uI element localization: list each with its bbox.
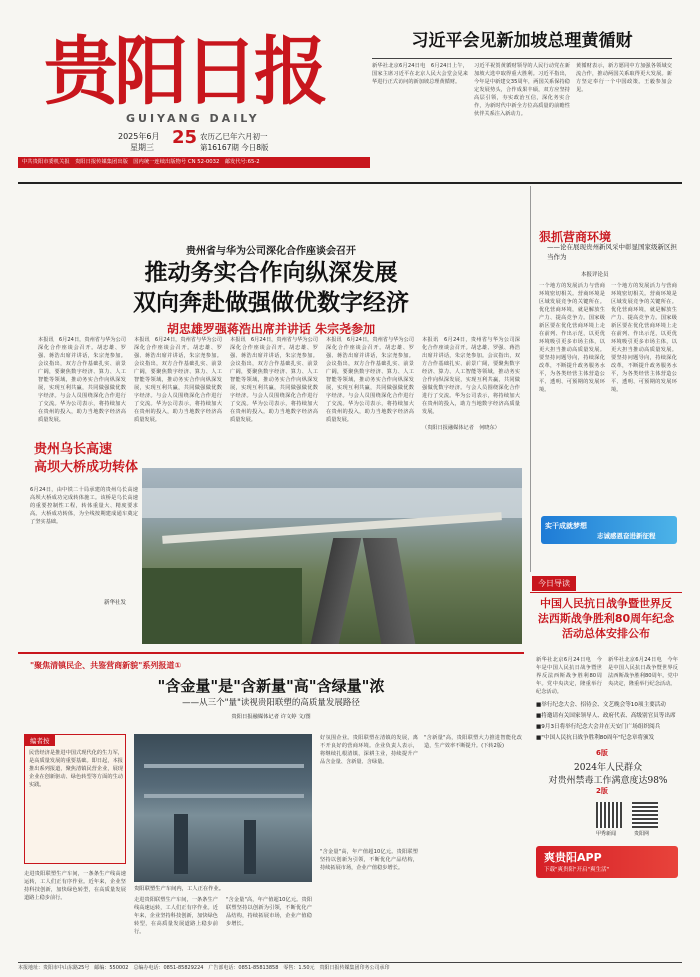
series-story: [18, 652, 524, 962]
today-body-col2: 新华社北京6月24日电 今年是中国人民抗日战争暨世界反法西斯战争胜利80周年。党中央决定，隆重举行纪念活动。: [608, 657, 678, 687]
weekday: 星期三: [130, 143, 154, 152]
series-body-col4: "含新量"高，贵阳联塑大力推进智能化改造，生产效率不断提升。(下转2版): [424, 735, 522, 749]
slogan-line-2: 志诚感恩奋进新征程: [597, 532, 656, 540]
lead-body-col4: 本报讯 6月24日，贵州省与华为公司深化合作座谈会召开。胡忠雄、罗强、蒋浩出席并讲话，朱宗尧参加。会议指出，双方合作基础扎实、前景广阔，要聚焦数字经济、算力、人工智能等领域，推动务实合作向纵深发展，实现互利共赢，共同做强做优数字经济。与会人员围绕深化合作进行了交流。华为公司表示，将持续加大在贵州的投入，助力当地数字经济高质量发展。: [326, 337, 414, 423]
page-ref-2[interactable]: 2版: [596, 787, 608, 795]
issue-number: 第16167期 今日8版: [200, 143, 269, 152]
photo-story: [18, 430, 524, 650]
photo-story-body: 6月24日，由中铁二十局承建的贵州乌长高速高坝大桥成功完成转体施工。该桥是乌长高速的重要控制性工程，转体重量大、精度要求高。大桥成功转体，为全线按期建成通车奠定了坚实基础。: [30, 487, 138, 525]
lead-credit: （贵阳日报融媒体记者 何晓东）: [422, 425, 500, 431]
series-body-col1: 走进贵阳联塑生产车间，一条条生产线高速运转，工人们正有序作业。近年来，企业坚持科技创新，加快绿色转型，在高质量发展道路上稳步前行。: [24, 871, 126, 901]
series-body-col2b: "含金量"高，年产值超10亿元。贵阳联塑坚持以创新为引领，不断优化产品结构，持续拓展市场，企业产值稳步增长。: [226, 897, 312, 927]
commentary-byline: 本报评论员: [581, 272, 609, 278]
today-list: [536, 700, 680, 744]
editor-note-body: 民营经济是推进中国式现代化的生力军，是高质量发展的重要基础。即日起，本报推出系列报道，聚焦清镇民营企业，展现企业在创新驱动、绿色转型等方面的生动实践。: [29, 750, 123, 788]
lead-body-col1: 本报讯 6月24日，贵州省与华为公司深化合作座谈会召开。胡忠雄、罗强、蒋浩出席并讲话，朱宗尧参加。会议指出，双方合作基础扎实、前景广阔，要聚焦数字经济、算力、人工智能等领域，推动务实合作向纵深发展，实现互利共赢，共同做强做优数字经济。与会人员围绕深化合作进行了交流。华为公司表示，将持续加大在贵州的投入，助力当地数字经济高质量发展。: [38, 337, 126, 423]
series-body-col3b: "含金量"高，年产值超10亿元。贵阳联塑坚持以创新为引领，不断优化产品结构，持续拓展市场，企业产值稳步增长。: [320, 849, 418, 871]
top-story-col1: 新华社北京6月24日电 6月24日上午，国家主席习近平在北京人民大会堂会见来华进行正式访问的新加坡总理黄循财。: [372, 63, 468, 85]
qr-code-2[interactable]: [632, 802, 658, 828]
photo-story-title-1[interactable]: 贵州乌长高速: [34, 442, 113, 457]
editor-note-tag: 编者按: [25, 735, 55, 746]
today-list-item[interactable]: ■将邀请有关国家领导人、政府代表、高级别官员等出席: [536, 713, 676, 719]
lead-body-col3: 本报讯 6月24日，贵州省与华为公司深化合作座谈会召开。胡忠雄、罗强、蒋浩出席并讲话，朱宗尧参加。会议指出，双方合作基础扎实、前景广阔，要聚焦数字经济、算力、人工智能等领域，推动务实合作向纵深发展，实现互利共赢，共同做强做优数字经济。与会人员围绕深化合作进行了交流。华为公司表示，将持续加大在贵州的投入，助力当地数字经济高质量发展。: [230, 337, 318, 423]
commentary-column: [530, 186, 682, 572]
date-ym: 2025年6月: [118, 132, 160, 141]
today-list-item[interactable]: ■9月3日将举行纪念大会并在天安门广场组织阅兵: [536, 724, 661, 730]
factory-photo-caption: 贵阳联塑生产车间内，工人正在作业。: [134, 886, 225, 892]
series-body-col3: 好氛围企业。贵阳联塑在清镇的发展，离不开良好的营商环境。企业负责人表示，将继续扎根清镇，深耕主业，持续提升产品含金量、含新量、含绿量。: [320, 735, 418, 765]
today-headline-2-line1[interactable]: 2024年人民群众: [574, 763, 642, 773]
factory-photo[interactable]: [134, 734, 312, 882]
editor-note-box: [24, 734, 126, 864]
lead-subhead: 胡忠雄罗强蒋浩出席并讲话 朱宗尧参加: [166, 322, 376, 336]
qr-code-1[interactable]: [596, 802, 622, 828]
slogan-banner: [541, 516, 677, 544]
app-slogan: 下载"爽贵阳"开启"爽生活": [544, 867, 610, 873]
photo-story-credit: 新华社发: [104, 600, 127, 606]
lead-headline-2[interactable]: 双向奔赴做强做优数字经济: [133, 290, 409, 316]
series-subhead: ——从三个"量"读视贵阳联塑的高质量发展路径: [182, 698, 360, 708]
today-tag: 今日导读: [532, 576, 576, 591]
masthead: [0, 0, 352, 210]
today-list-item[interactable]: ■举行纪念大会、招待会、文艺晚会等10项主要活动: [536, 702, 666, 708]
qr-label-2: 贵阳网: [634, 831, 650, 837]
lead-body-col5: 本报讯 6月24日，贵州省与华为公司深化合作座谈会召开。胡忠雄、罗强、蒋浩出席并讲话，朱宗尧参加。会议指出，双方合作基础扎实、前景广阔，要聚焦数字经济、算力、人工智能等领域，推动务实合作向纵深发展，实现互利共赢，共同做强做优数字经济。与会人员围绕深化合作进行了交流。华为公司表示，将持续加大在贵州的投入，助力当地数字经济高质量发展。: [422, 337, 520, 415]
lunar-date: 农历乙巳年六月初一: [200, 132, 268, 141]
series-byline: 贵阳日报融媒体记者 许文婷 文/图: [231, 714, 311, 720]
footer: 本报地址：贵阳市中山东路25号 邮编：550002 总编办电话：0851-85829224 广告部电话：0851-85813858 零售：1.50元 贵阳日报传媒集团印务公司承印: [18, 965, 390, 971]
lead-body-col2: 本报讯 6月24日，贵州省与华为公司深化合作座谈会召开。胡忠雄、罗强、蒋浩出席并讲话，朱宗尧参加。会议指出，双方合作基础扎实、前景广阔，要聚焦数字经济、算力、人工智能等领域，推动务实合作向纵深发展，实现互利共赢，共同做强做优数字经济。与会人员围绕深化合作进行了交流。华为公司表示，将持续加大在贵州的投入，助力当地数字经济高质量发展。: [134, 337, 222, 423]
today-headline[interactable]: 中国人民抗日战争暨世界反法西斯战争胜利80周年纪念活动总体安排公布: [537, 597, 675, 640]
today-list-item[interactable]: ■"中国人民抗日战争胜利80周年"纪念章将颁发: [536, 735, 655, 741]
page-ref-6[interactable]: 6版: [596, 749, 608, 757]
today-body-col1: 新华社北京6月24日电 今年是中国人民抗日战争暨世界反法西斯战争胜利80周年。党中央决定，隆重举行纪念活动。: [536, 657, 602, 695]
series-body-col2: 走进贵阳联塑生产车间，一条条生产线高速运转，工人们正有序作业。近年来，企业坚持科技创新，加快绿色转型，在高质量发展道路上稳步前行。: [134, 897, 218, 935]
top-story: [372, 28, 672, 173]
top-story-col2: 习近平祝贺黄循财领导的人民行动党在新加坡大选中取得重大胜利。习近平指出，今年是中新建交35周年，两国关系保持稳定发展势头，合作成果丰硕，双方应坚持高层引领，夯实政治互信，深化务实合作，为新时代中新全方位高质量的前瞻性伙伴关系注入新动力。: [474, 63, 570, 117]
bridge-photo[interactable]: [142, 468, 522, 644]
series-tag[interactable]: "聚焦清镇民企、共鉴营商新貌"系列报道①: [30, 661, 182, 670]
top-story-title[interactable]: 习近平会见新加坡总理黄循财: [411, 31, 633, 51]
day-number: 25: [172, 127, 198, 148]
app-title: 爽贵阳APP: [544, 851, 602, 864]
commentary-body-col1: 一个地方的发展活力与营商环境密切相关。营商环境是区域发展竞争的关键所在。优化营商环境，就是解放生产力、提高竞争力。国家级新区要在优化营商环境上走在前列、作出示范，以更优环境吸引更多市场主体，以更大担当推动高质量发展。要坚持问题导向，持续深化改革，不断提升政务服务水平，为各类经营主体营造公平、透明、可预期的发展环境。: [539, 283, 605, 393]
lead-kicker: 贵州省与华为公司深化合作座谈会召开: [186, 246, 356, 257]
commentary-title[interactable]: 狠抓营商环境: [539, 230, 612, 244]
app-banner[interactable]: [536, 846, 678, 878]
commentary-body-col2: 一个地方的发展活力与营商环境密切相关。营商环境是区域发展竞争的关键所在。优化营商环境，就是解放生产力、提高竞争力。国家级新区要在优化营商环境上走在前列、作出示范，以更优环境吸引更多市场主体，以更大担当推动高质量发展。要坚持问题导向，持续深化改革，不断提升政务服务水平，为各类经营主体营造公平、透明、可预期的发展环境。: [611, 283, 677, 393]
info-bar: 中共贵阳市委机关报 贵阳日报传媒集团出版 国内统一连续出版物号 CN 52-0032 邮发代号:65-2: [18, 157, 370, 168]
qr-label-1: 甲秀新闻: [596, 831, 617, 837]
masthead-pinyin: GUIYANG DAILY: [126, 112, 260, 125]
today-headline-2-line2[interactable]: 对贵州禁毒工作满意度达98%: [548, 776, 668, 786]
commentary-subtitle: ——论在展现贵州新风采中彰显国家级新区担当作为: [547, 243, 677, 261]
lead-headline-1[interactable]: 推动务实合作向纵深发展: [144, 260, 398, 286]
masthead-logo: 贵阳日报: [44, 29, 324, 115]
top-story-col3: 黄循财表示，新方愿同中方加强各领域交流合作，推动两国关系取得更大发展。新方坚定奉行一个中国政策。王毅参加会见。: [576, 63, 672, 93]
photo-story-title-2[interactable]: 高坝大桥成功转体: [34, 460, 139, 475]
series-headline[interactable]: "含金量"是"含新量"高"含绿量"浓: [157, 677, 385, 695]
slogan-line-1: 实干成就梦想: [545, 522, 587, 530]
